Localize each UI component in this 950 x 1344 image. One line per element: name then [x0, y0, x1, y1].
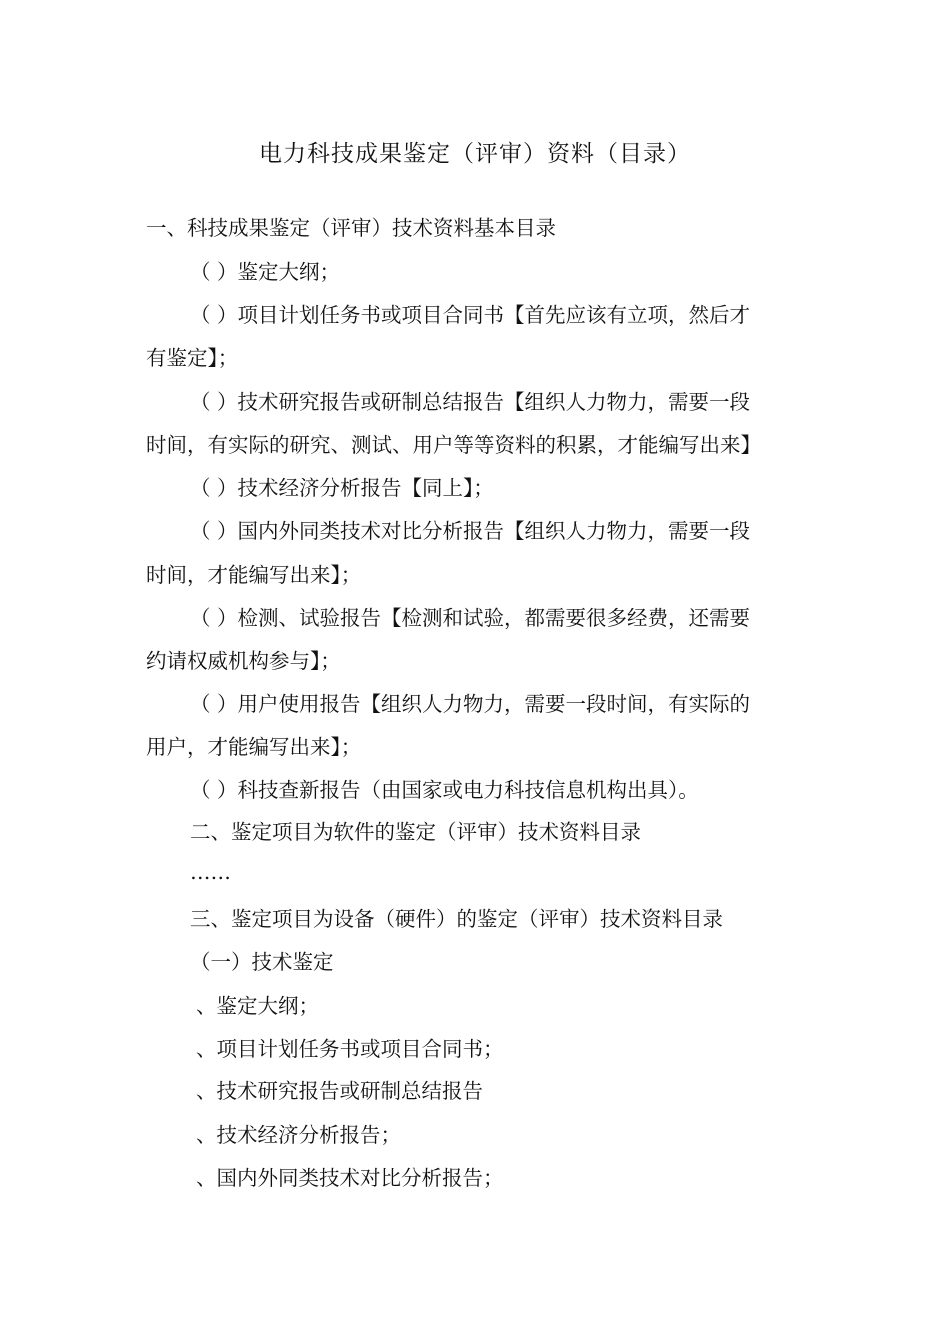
list-item-continuation: 用户，才能编写出来】；	[146, 735, 362, 759]
list-item-continuation: 有鉴定】；	[146, 346, 239, 370]
list-item: 、技术经济分析报告；	[196, 1123, 401, 1147]
section-heading-1: 一、科技成果鉴定（评审）技术资料基本目录	[146, 216, 556, 240]
list-item: （ ）项目计划任务书或项目合同书【首先应该有立项，然后才	[190, 303, 751, 327]
list-item: 、鉴定大纲；	[196, 994, 319, 1018]
document-title: 电力科技成果鉴定（评审）资料（目录）	[259, 141, 691, 167]
list-item: （ ）检测、试验报告【检测和试验，都需要很多经费，还需要	[190, 606, 751, 630]
list-item: 、项目计划任务书或项目合同书；	[196, 1037, 504, 1061]
section-heading-3: 三、鉴定项目为设备（硬件）的鉴定（评审）技术资料目录	[190, 907, 723, 931]
section-heading-2: 二、鉴定项目为软件的鉴定（评审）技术资料目录	[190, 820, 641, 844]
ellipsis: ……	[190, 860, 231, 884]
list-item-continuation: 约请权威机构参与】；	[146, 649, 341, 673]
list-item: （ ）鉴定大纲；	[190, 260, 341, 284]
subsection-heading: （一）技术鉴定	[190, 950, 334, 974]
list-item: （ ）用户使用报告【组织人力物力，需要一段时间，有实际的	[190, 692, 751, 716]
list-item: （ ）科技查新报告（由国家或电力科技信息机构出具）。	[190, 778, 699, 802]
list-item-continuation: 时间，才能编写出来】；	[146, 563, 362, 587]
list-item: （ ）技术研究报告或研制总结报告【组织人力物力，需要一段	[190, 390, 751, 414]
list-item: （ ）国内外同类技术对比分析报告【组织人力物力，需要一段	[190, 519, 751, 543]
list-item-continuation: 时间，有实际的研究、测试、用户等等资料的积累，才能编写出来】	[146, 433, 761, 457]
list-item: 、国内外同类技术对比分析报告；	[196, 1166, 504, 1190]
list-item: （ ）技术经济分析报告【同上】；	[190, 476, 494, 500]
list-item: 、技术研究报告或研制总结报告	[196, 1079, 483, 1103]
